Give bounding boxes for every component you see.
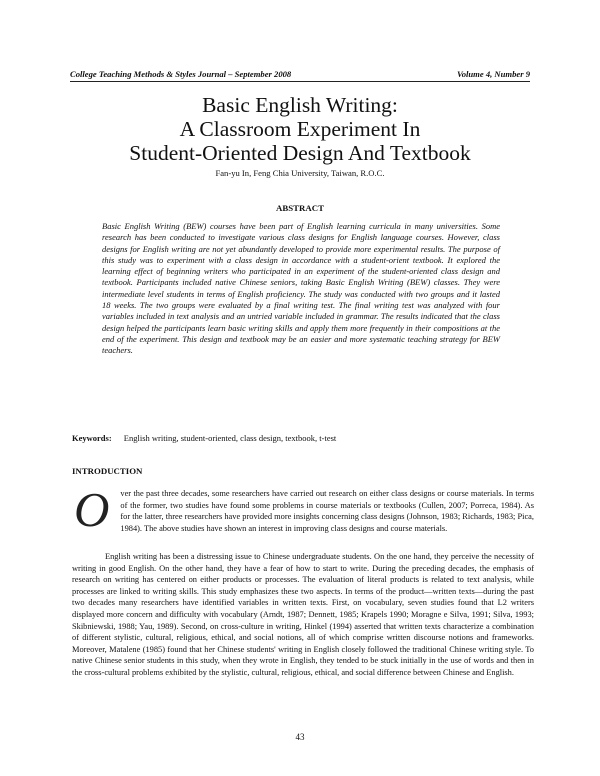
introduction-heading: INTRODUCTION <box>72 466 143 476</box>
running-head <box>70 69 530 82</box>
abstract-text: Basic English Writing (BEW) courses have been part of English learning curricula in many universities. Some research has been conducted to investigate various class designs for English language courses. However, class designs for English writing are not yet abundantly developed to provide more experimental results. The purpose of this study was to experiment with a class design in accordance with a student-orient textbook. It explored the learning effect of beginning writers who participated in an experiment of the student-oriented class design and textbook. Participants included native Chinese seniors, taking Basic English Writing (BEW) classes. They were intermediate level students in terms of English proficiency. The study was conducted with two groups and it lasted 18 weeks. The two groups were evaluated by a final writing test. The final writing test was analyzed with four variables included in text analysis and an untried variable included in grammar. The results indicated that the class design helped the participants learn basic writing skills and apply them more frequently in their compositions at the end of the experiment. This design and textbook may be an easier and more systematic teaching strategy for BEW teachers. <box>102 221 500 356</box>
paper-title <box>40 93 560 165</box>
title-line: A Classroom Experiment In <box>179 117 421 141</box>
title-line: Student-Oriented Design And Textbook <box>129 141 471 165</box>
introduction-paragraph-2: English writing has been a distressing issue to Chinese undergraduate students. On the one hand, they perceive the necessity of writing in good English. On the other hand, they have a fear of how to start to write. During the preceding decades, the emphasis of research on writing has centered on either products or processes. The evaluation of literal products is related to text analysis, while processes are linked to writing skills. This study emphasizes these two aspects. In terms of the product—written texts—during the past two decades many researchers have identified variables in written texts. First, on vocabulary, seven studies found that L2 writers displayed more concern and difficulty with vocabulary (Arndt, 1987; Dennett, 1985; Krapels 1990; Moragne e Silva, 1991; Silva, 1993; Skibniewski, 1988; Yau, 1989). Second, on cross-culture in writing, Hinkel (1994) asserted that written texts characterize a combination of different stylistic, cultural, religious, ethical, and social notions, all of which comprise written discourse notions and frameworks. Moreover, Matalene (1985) found that her Chinese students' writing in English closely followed the traditional Chinese writing style. To native Chinese senior students in this study, when they wrote in English, they tended to be stuck initially in the use of words and then in the cross-cultural problems exhibited by the stylistic, cultural, religious, ethical, and social difference between Chinese and English. <box>72 552 534 677</box>
page-number: 43 <box>295 732 305 742</box>
keywords-label: Keywords: <box>72 433 112 443</box>
abstract-heading: ABSTRACT <box>276 203 324 213</box>
title-line: Basic English Writing: <box>202 93 398 117</box>
keywords-line <box>72 433 532 443</box>
volume-number: Volume 4, Number 9 <box>456 69 530 79</box>
journal-name: College Teaching Methods & Styles Journal – September 2008 <box>70 69 292 79</box>
introduction-paragraph-1 <box>72 482 534 537</box>
paragraph-text: ver the past three decades, some researchers have carried out research on either class designs or course materials. In terms of the former, two studies have found some problems in course materials or textbooks (Cullen, 2007; Porreca, 1984). As for the latter, three researchers have provided more insights concerning class designs (Johnson, 1983; Richards, 1983; Pica, 1984). The above studies have shown an interest in improving class designs and course materials. <box>120 489 534 533</box>
keywords-text: English writing, student-oriented, class design, textbook, t-test <box>123 433 337 443</box>
drop-cap: O <box>74 482 110 537</box>
author-affiliation: Fan-yu In, Feng Chia University, Taiwan, R.O.C. <box>215 168 385 178</box>
